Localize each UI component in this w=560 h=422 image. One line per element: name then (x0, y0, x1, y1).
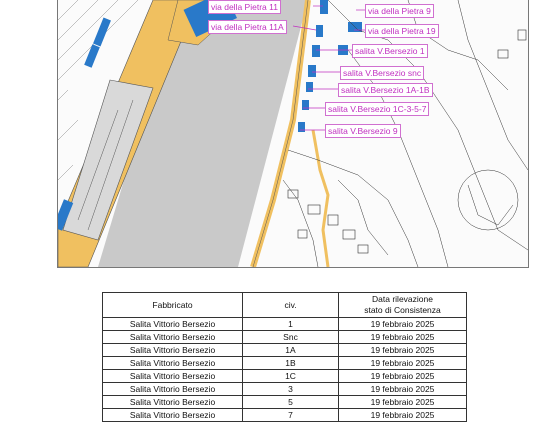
cell-civ: 1B (243, 357, 339, 370)
cell-fabbricato: Salita Vittorio Bersezio (103, 396, 243, 409)
table-row (103, 318, 467, 331)
cell-fabbricato: Salita Vittorio Bersezio (103, 370, 243, 383)
table-row (103, 370, 467, 383)
table-row (103, 344, 467, 357)
map-label-bersezio-snc: salita V.Bersezio snc (340, 66, 424, 80)
header-fabbricato: Fabbricato (103, 293, 243, 318)
cell-date: 19 febbraio 2025 (339, 370, 467, 383)
cell-date: 19 febbraio 2025 (339, 344, 467, 357)
table-row (103, 357, 467, 370)
table-row (103, 383, 467, 396)
cell-civ: 1 (243, 318, 339, 331)
cell-fabbricato: Salita Vittorio Bersezio (103, 318, 243, 331)
table-row (103, 396, 467, 409)
header-date-line2: stato di Consistenza (364, 305, 441, 315)
cell-fabbricato: Salita Vittorio Bersezio (103, 383, 243, 396)
header-civ: civ. (243, 293, 339, 318)
cell-civ: 3 (243, 383, 339, 396)
cell-civ: 1A (243, 344, 339, 357)
map-drawing (58, 0, 528, 267)
cell-date: 19 febbraio 2025 (339, 383, 467, 396)
map-label-bersezio-1: salita V.Bersezio 1 (352, 44, 428, 58)
cell-civ: Snc (243, 331, 339, 344)
cell-fabbricato: Salita Vittorio Bersezio (103, 357, 243, 370)
cell-date: 19 febbraio 2025 (339, 331, 467, 344)
map-label-bersezio-9: salita V.Bersezio 9 (325, 124, 401, 138)
header-date-line1: Data rilevazione (372, 294, 433, 304)
cell-fabbricato: Salita Vittorio Bersezio (103, 344, 243, 357)
parcel-lines (283, 0, 528, 267)
cell-fabbricato: Salita Vittorio Bersezio (103, 331, 243, 344)
map-label-pietra-11a: via della Pietra 11A (208, 20, 287, 34)
map-label-pietra-19: via della Pietra 19 (365, 24, 439, 38)
map-label-bersezio-1c-3-5-7: salita V.Bersezio 1C-3-5-7 (325, 102, 429, 116)
cell-date: 19 febbraio 2025 (339, 357, 467, 370)
cell-date: 19 febbraio 2025 (339, 409, 467, 422)
table-header-row (103, 293, 467, 318)
cell-date: 19 febbraio 2025 (339, 318, 467, 331)
map-label-bersezio-1a-1b: salita V.Bersezio 1A-1B (338, 83, 433, 97)
map-label-pietra-9: via della Pietra 9 (365, 4, 434, 18)
table-row (103, 331, 467, 344)
map-label-pietra-11: via della Pietra 11 (208, 0, 281, 14)
cell-fabbricato: Salita Vittorio Bersezio (103, 409, 243, 422)
consistency-table (102, 292, 467, 422)
consistency-table-container (102, 292, 466, 422)
cell-date: 19 febbraio 2025 (339, 396, 467, 409)
cadastral-map (57, 0, 529, 268)
winding-road (313, 130, 328, 267)
header-data-rilevazione (339, 293, 467, 318)
cell-civ: 5 (243, 396, 339, 409)
cell-civ: 1C (243, 370, 339, 383)
cell-civ: 7 (243, 409, 339, 422)
